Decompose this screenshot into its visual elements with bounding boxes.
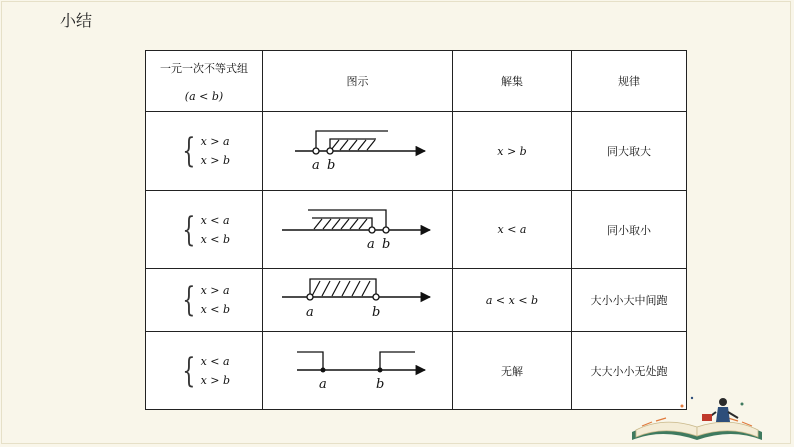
number-line-diagram-3 [278, 275, 438, 325]
point-a [369, 227, 375, 233]
label-b: b [381, 236, 390, 252]
rule-cell: 大大小小无处跑 [572, 332, 687, 410]
system-cell [146, 191, 263, 269]
inequality-system [178, 352, 230, 390]
label-a: a [366, 236, 375, 252]
solution-cell: a < x < b [453, 269, 572, 332]
inequality-line-2: x < b [200, 232, 231, 246]
number-line-diagram-1 [283, 123, 433, 179]
point-b [383, 227, 389, 233]
label-a: a [318, 376, 327, 392]
rule-cell: 大小小大中间跑 [572, 269, 687, 332]
page-title: 小结 [60, 11, 93, 30]
header-system-condition: (a < b) [184, 89, 224, 103]
point-a [307, 294, 313, 300]
label-a: a [311, 158, 320, 173]
point-a [313, 148, 319, 154]
inequality-line-2: x > b [200, 154, 231, 167]
inequality-line-1: x < a [200, 354, 230, 368]
ray-b [308, 210, 386, 230]
rule-cell: 同小取小 [572, 191, 687, 269]
point-b [373, 294, 379, 300]
point-b [377, 367, 382, 372]
ray-a [297, 352, 323, 370]
number-line-diagram-2 [278, 202, 438, 258]
solution-cell: x > b [453, 112, 572, 191]
table-row [146, 191, 687, 269]
inequality-system [178, 132, 230, 170]
brace-icon: { [182, 131, 196, 171]
inequality-line-2: x > b [200, 373, 231, 387]
label-b: b [326, 158, 335, 173]
label-b: b [375, 376, 384, 392]
rule-cell: 同大取大 [572, 112, 687, 191]
header-diagram: 图示 [263, 51, 453, 112]
inequality-line-1: x > a [200, 284, 230, 297]
point-a [320, 367, 325, 372]
label-a: a [305, 305, 314, 320]
inequality-system [178, 211, 230, 249]
diagram-cell [263, 191, 453, 269]
label-b: b [371, 305, 380, 320]
inequality-line-1: x > a [200, 135, 230, 148]
header-solution: 解集 [453, 51, 572, 112]
inequality-system [178, 281, 230, 319]
point-b [327, 148, 333, 154]
inequality-line-1: x < a [200, 213, 230, 227]
brace-icon: { [182, 209, 196, 250]
table-header-row [146, 51, 687, 112]
number-line-diagram-4 [283, 344, 433, 398]
ray-b [380, 352, 415, 370]
header-rule: 规律 [572, 51, 687, 112]
diagram-cell [263, 112, 453, 191]
header-system-label: 一元一次不等式组 [160, 61, 248, 75]
diagram-cell [263, 269, 453, 332]
diagram-cell [263, 332, 453, 410]
system-cell [146, 112, 263, 191]
solution-cell: 无解 [453, 332, 572, 410]
open-book-reader-icon [622, 392, 772, 444]
table-row [146, 332, 687, 410]
table-row [146, 112, 687, 191]
inequality-line-2: x < b [200, 303, 231, 316]
solution-cell: x < a [453, 191, 572, 269]
ray-a [316, 131, 388, 151]
brace-icon: { [182, 280, 196, 320]
table-row [146, 269, 687, 332]
system-cell [146, 269, 263, 332]
hatch-marks [314, 219, 367, 229]
hatch-marks [331, 140, 375, 150]
header-system [146, 51, 263, 112]
system-cell [146, 332, 263, 410]
hatch-marks [312, 281, 370, 296]
inequality-summary-table [145, 50, 687, 410]
brace-icon: { [182, 350, 196, 391]
